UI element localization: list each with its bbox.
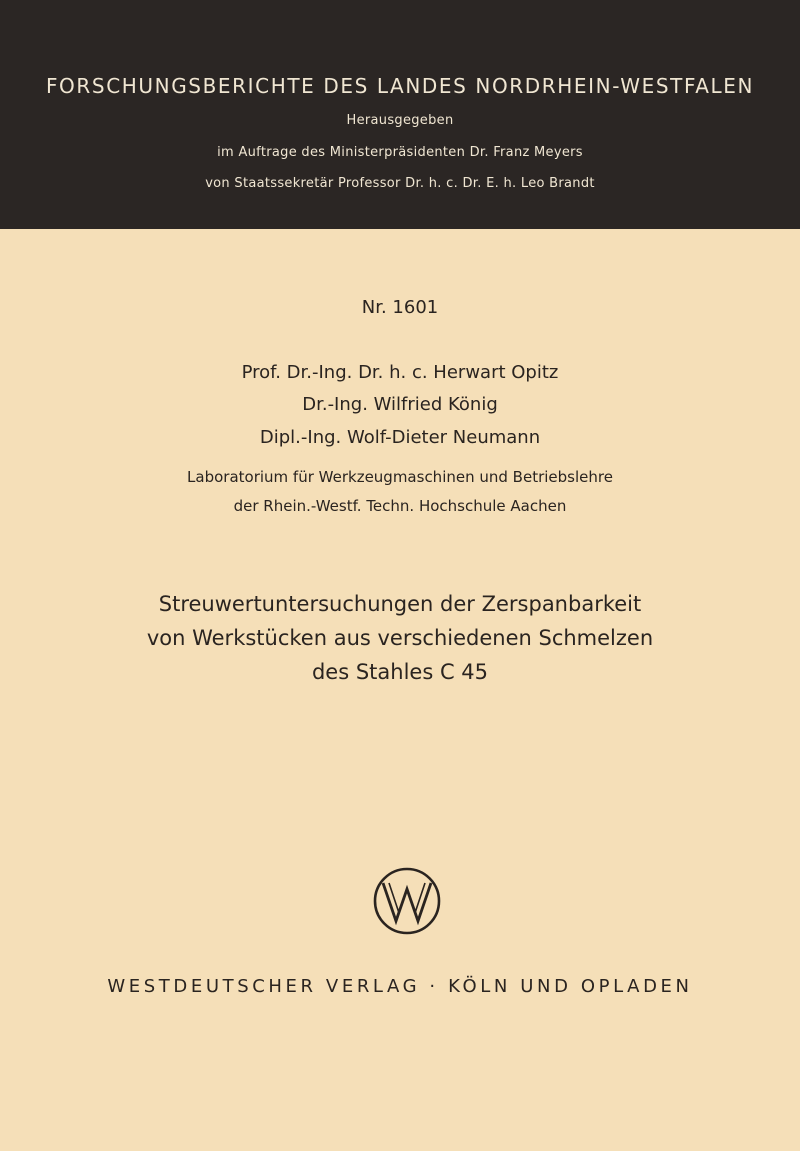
author-1: Prof. Dr.-Ing. Dr. h. c. Herwart Opitz (241, 362, 559, 383)
book-title-line-2: von Werkstücken aus verschiedenen Schmelzen (146, 626, 654, 650)
author-3: Dipl.-Ing. Wolf-Dieter Neumann (259, 427, 541, 448)
report-number: Nr. 1601 (361, 297, 439, 318)
logo-graphic (372, 866, 442, 936)
westdeutscher-verlag-w-logo-icon (372, 866, 442, 936)
author-2: Dr.-Ing. Wilfried König (302, 394, 498, 415)
publisher-imprint: WESTDEUTSCHER VERLAG · KÖLN UND OPLADEN (107, 976, 693, 997)
header-band (0, 0, 800, 229)
book-title-line-3: des Stahles C 45 (311, 660, 489, 684)
institution-line-2: der Rhein.-Westf. Techn. Hochschule Aachen (233, 497, 567, 515)
editor-commission-line: im Auftrage des Ministerpräsidenten Dr. Franz Meyers (217, 145, 583, 160)
institution-line-1: Laboratorium für Werkzeugmaschinen und Betriebslehre (187, 468, 613, 486)
book-title-line-1: Streuwertuntersuchungen der Zerspanbarkeit (158, 592, 642, 616)
series-title: FORSCHUNGSBERICHTE DES LANDES NORDRHEIN-WESTFALEN (45, 74, 755, 98)
editor-name-line: von Staatssekretär Professor Dr. h. c. Dr. E. h. Leo Brandt (205, 176, 595, 191)
editor-heading: Herausgegeben (346, 113, 454, 128)
